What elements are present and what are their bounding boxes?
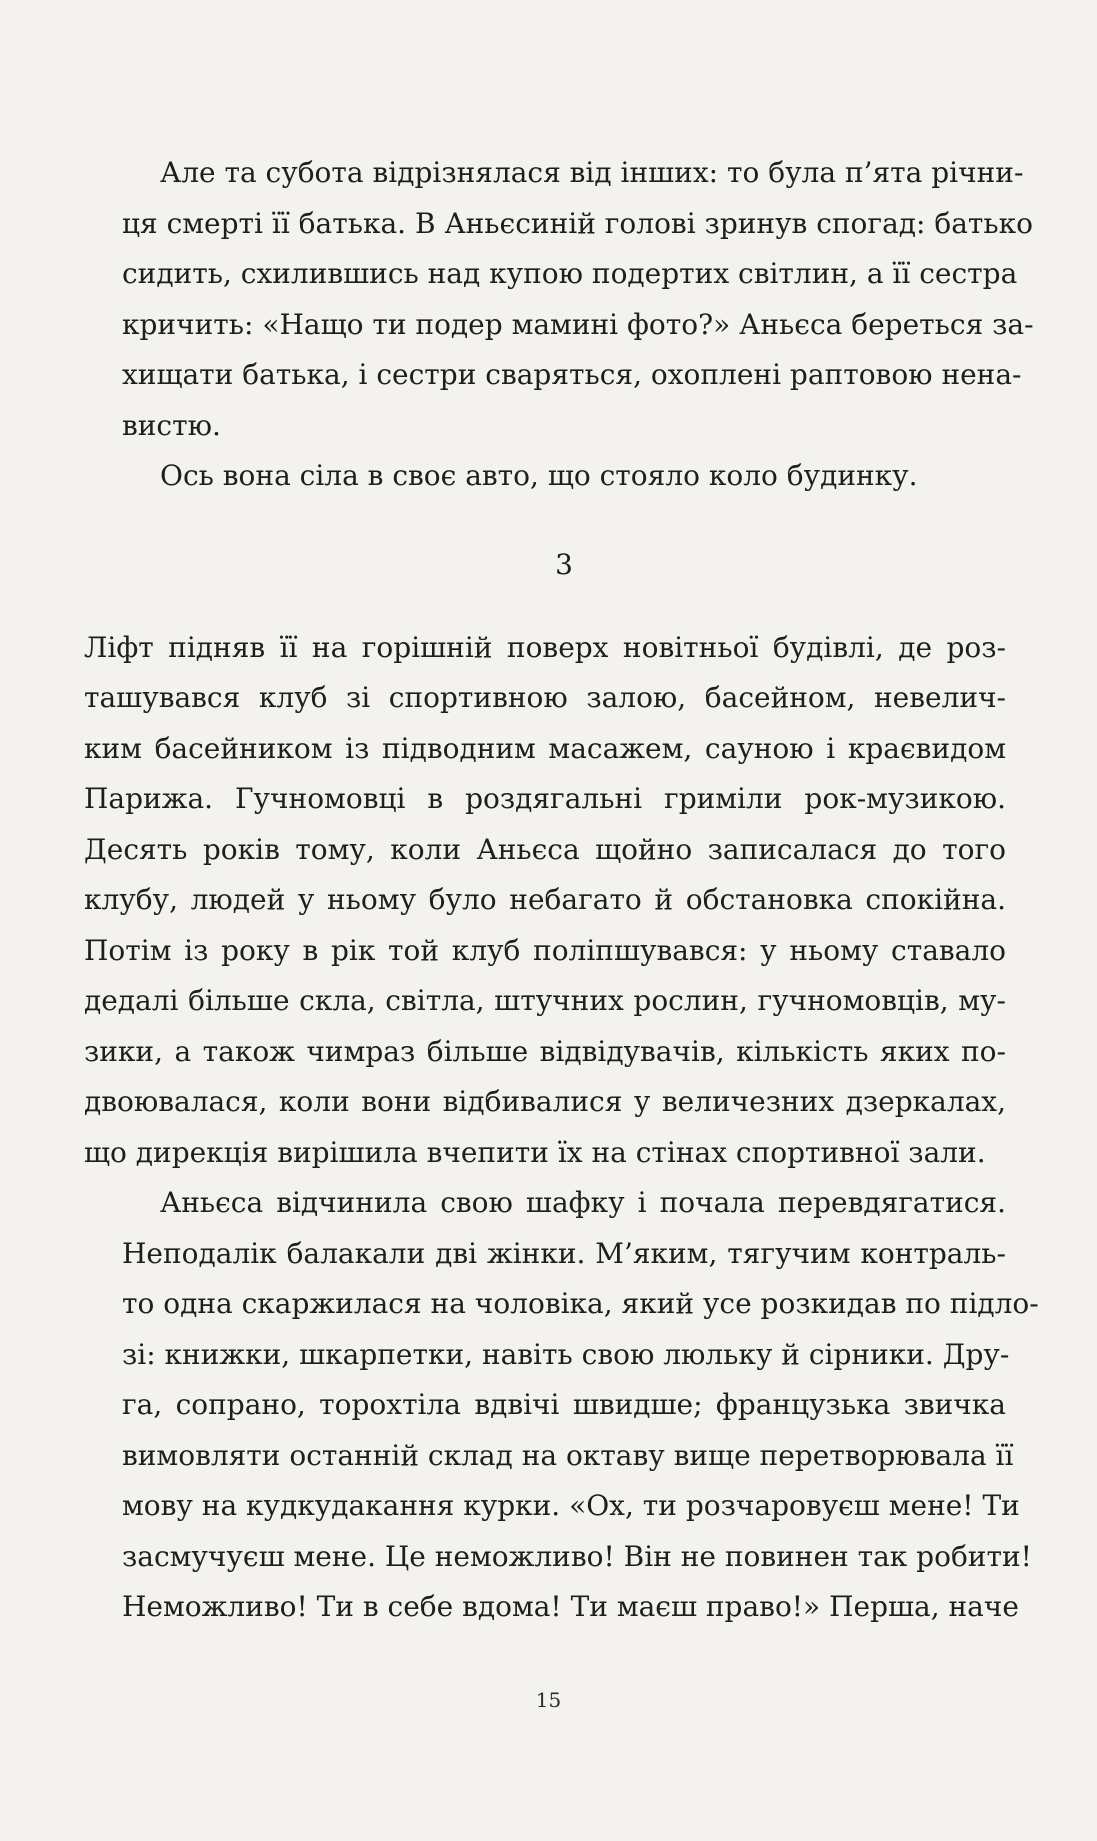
text-line: клубу, людей у ньому було небагато й обстановка спокійна. <box>84 883 1006 916</box>
text-line: Потім із року в рік той клуб поліпшувався: у ньому ставало <box>84 933 1006 967</box>
body-text <box>84 148 1039 1633</box>
paragraph <box>84 1178 1039 1633</box>
text-line: Але та субота відрізнялася від інших: то була п’ята річни- <box>160 156 1024 189</box>
paragraphs-after-chapter <box>84 623 1039 1633</box>
text-line: Ліфт підняв її на горішній поверх новітньої будівлі, де роз- <box>84 630 1006 664</box>
page-number: 15 <box>535 1688 562 1712</box>
text-line: засмучуєш мене. Це неможливо! Він не повинен так робити! <box>122 1539 1032 1573</box>
text-line: сидить, схилившись над купою подертих світлин, а її сестра <box>122 257 1018 290</box>
text-line: ташувався клуб зі спортивною залою, басейном, невелич- <box>84 681 1006 714</box>
chapter-number: 3 <box>555 547 573 581</box>
text-line: хищати батька, і сестри сваряться, охоплені раптовою нена- <box>122 358 1022 391</box>
text-line: ким басейником із підводним масажем, сауною і краєвидом <box>84 731 1006 765</box>
text-line: Неподалік балакали дві жінки. М’яким, тягучим контраль- <box>122 1236 1006 1270</box>
text-line: Десять років тому, коли Аньєса щойно записалася до того <box>84 832 1006 866</box>
text-line: то одна скаржилася на чоловіка, який усе розкидав по підло- <box>122 1287 1039 1320</box>
paragraph <box>84 148 1034 451</box>
text-line: вистю. <box>122 408 221 442</box>
text-line: Неможливо! Ти в себе вдома! Ти маєш право!» Перша, наче <box>122 1590 1019 1623</box>
text-line: га, сопрано, торохтіла вдвічі швидше; французька звичка <box>122 1388 1006 1421</box>
text-line: Аньєса відчинила свою шафку і почала перевдягатися. <box>160 1186 1006 1219</box>
text-line: зики, а також чимраз більше відвідувачів, кількість яких по- <box>84 1034 1006 1068</box>
text-line: двоювалася, коли вони відбивалися у величезних дзеркалах, <box>84 1085 1006 1118</box>
paragraph <box>84 623 1006 1179</box>
text-line: дедалі більше скла, світла, штучних рослин, гучномовців, му- <box>84 984 1006 1017</box>
paragraph <box>84 451 1006 502</box>
text-line: Ось вона сіла в своє авто, що стояло коло будинку. <box>160 459 918 492</box>
text-line: Парижа. Гучномовці в роздягальні гриміли рок-музикою. <box>84 782 1006 815</box>
text-line: вимовляти останній склад на октаву вище перетворювала її <box>122 1438 1014 1472</box>
text-line: зі: книжки, шкарпетки, навіть свою люльку й сірники. Дру- <box>122 1337 1010 1371</box>
text-line: ця смерті її батька. В Аньєсиній голові зринув спогад: батько <box>122 206 1033 240</box>
text-line: мову на кудкудакання курки. «Ох, ти розчаровуєш мене! Ти <box>122 1489 1020 1522</box>
text-line: що дирекція вирішила вчепити їх на стінах спортивної зали. <box>84 1135 986 1169</box>
text-line: кричить: «Нащо ти подер мамині фото?» Аньєса береться за- <box>122 307 1034 341</box>
paragraphs-before-chapter <box>84 148 1034 502</box>
